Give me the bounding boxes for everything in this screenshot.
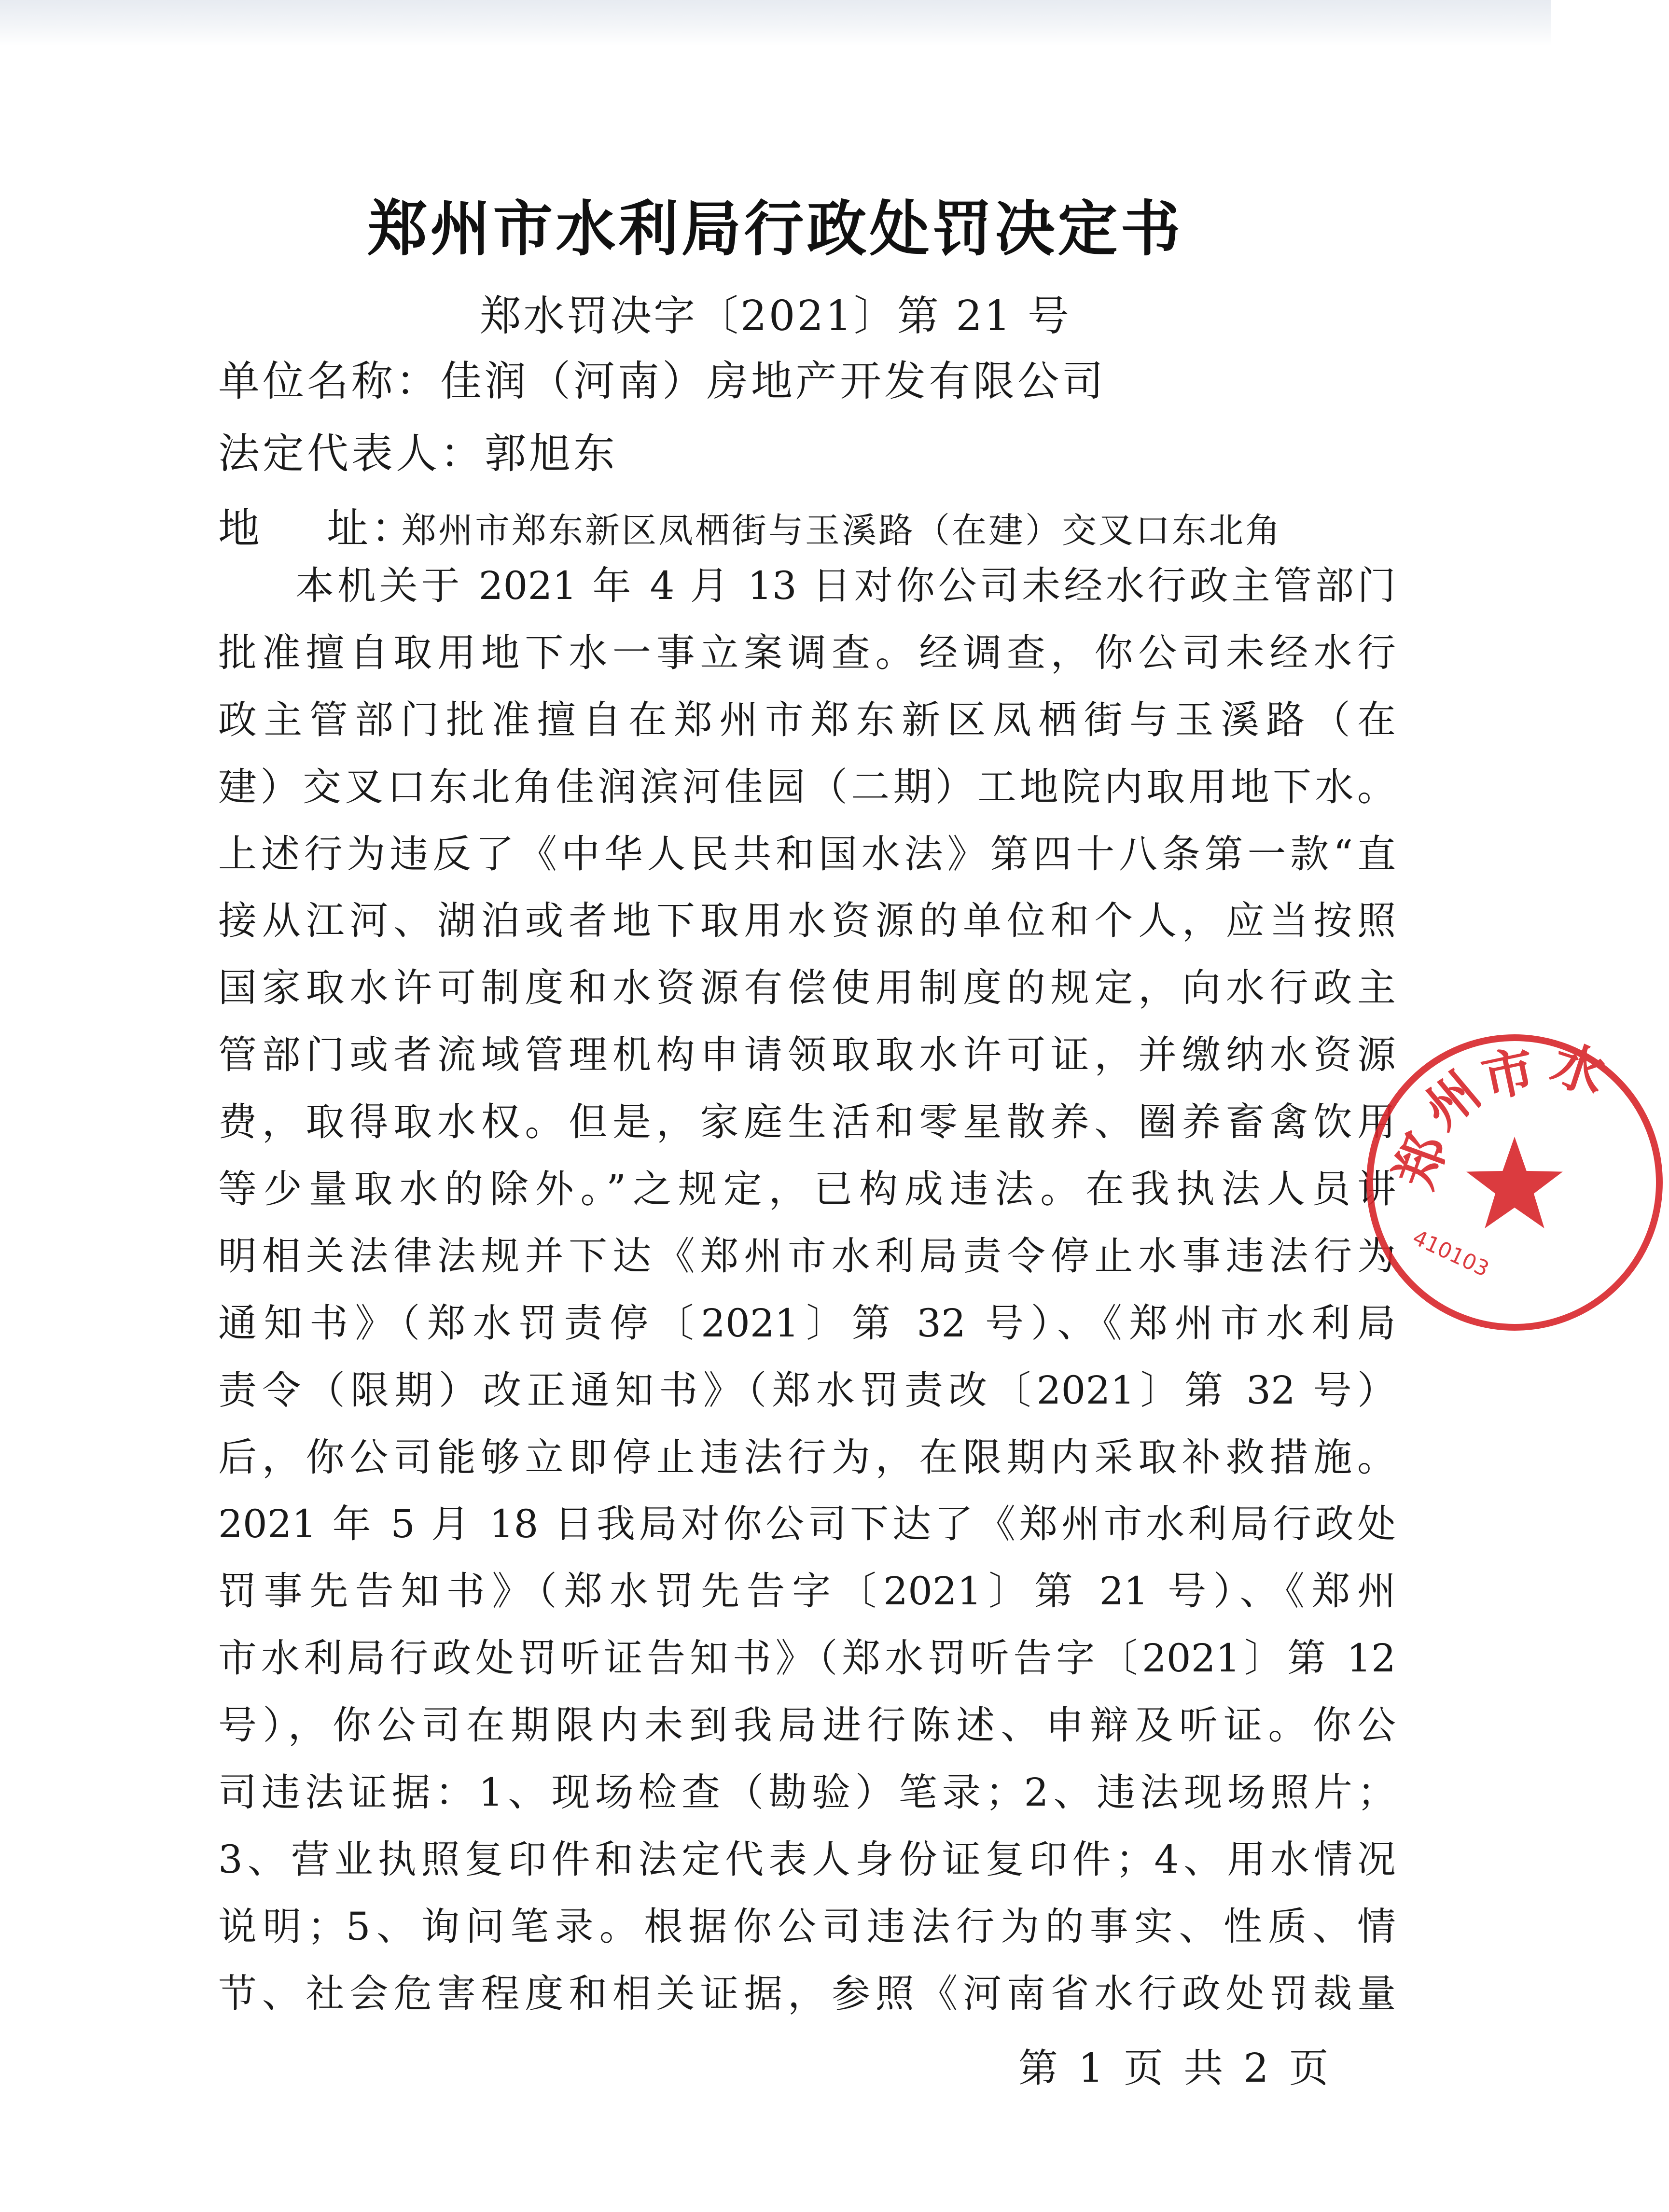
address-label-char-1: 地 xyxy=(218,504,263,553)
seal-char-3: 市 xyxy=(1476,1040,1541,1110)
body-line: 责令（限期）改正通知书》（郑水罚责改〔2021〕第 32 号） xyxy=(218,1367,1396,1413)
legal-rep-field xyxy=(218,420,618,480)
unit-name-field xyxy=(218,348,1106,407)
seal-char-1: 郑 xyxy=(1384,1126,1459,1196)
body-line: 后，你公司能够立即停止违法行为，在限期内采取补救措施。 xyxy=(218,1434,1396,1480)
seal-star xyxy=(1466,1137,1563,1228)
body-line: 费，取得取水权。但是，家庭生活和零星散养、圈养畜禽饮用 xyxy=(218,1099,1396,1145)
body-line: 等少量取水的除外。”之规定，已构成违法。在我执法人员讲 xyxy=(218,1167,1396,1212)
seal-code: 410103 xyxy=(1408,1225,1493,1282)
address-value: 郑州市郑东新区凤栖街与玉溪路（在建）交叉口东北角 xyxy=(402,510,1282,551)
body-line: 上述行为违反了《中华人民共和国水法》第四十八条第一款“直 xyxy=(218,831,1396,876)
body-line: 管部门或者流域管理机构申请领取取水许可证，并缴纳水资源 xyxy=(218,1032,1396,1078)
page-footer: 第 1 页 共 2 页 xyxy=(1018,2045,1333,2091)
body-line: 通知书》（郑水罚责停〔2021〕第 32 号）、《郑州市水利局 xyxy=(218,1300,1396,1346)
body-line: 号），你公司在期限内未到我局进行陈述、申辩及听证。你公 xyxy=(218,1703,1396,1748)
address-label xyxy=(218,495,416,555)
body-line: 明相关法律法规并下达《郑州市水利局责令停止水事违法行为 xyxy=(218,1233,1396,1279)
legal-rep-value: 郭旭东 xyxy=(485,430,618,478)
body-paragraph xyxy=(218,553,1396,2028)
document-number: 郑水罚决字〔2021〕第 21 号 xyxy=(480,292,1071,340)
body-line: 批准擅自取用地下水一事立案调查。经调查，你公司未经水行 xyxy=(218,630,1396,675)
body-line: 罚事先告知书》（郑水罚先告字〔2021〕第 21 号）、《郑州 xyxy=(218,1569,1396,1614)
seal-char-2: 州 xyxy=(1413,1061,1492,1141)
body-line: 市水利局行政处罚听证告知书》（郑水罚听告字〔2021〕第 12 xyxy=(218,1636,1396,1681)
body-line: 国家取水许可制度和水资源有偿使用制度的规定，向水行政主 xyxy=(218,965,1396,1011)
body-line: 2021 年 5 月 18 日我局对你公司下达了《郑州市水利局行政处 xyxy=(218,1502,1396,1547)
body-line: 建）交叉口东北角佳润滨河佳园（二期）工地院内取用地下水。 xyxy=(218,764,1396,809)
unit-name-label: 单位名称： xyxy=(218,357,440,405)
body-line: 说明；5、询问笔录。根据你公司违法行为的事实、性质、情 xyxy=(218,1904,1396,1949)
body-line: 本机关于 2021 年 4 月 13 日对你公司未经水行政主管部门 xyxy=(295,563,1396,608)
seal-char-4: 水 xyxy=(1544,1033,1613,1107)
body-line: 政主管部门批准擅自在郑州市郑东新区凤栖街与玉溪路（在 xyxy=(218,697,1396,742)
unit-name-value: 佳润（河南）房地产开发有限公司 xyxy=(440,357,1106,405)
body-line: 3、营业执照复印件和法定代表人身份证复印件；4、用水情况 xyxy=(218,1836,1396,1882)
body-line: 司违法证据：1、现场检查（勘验）笔录；2、违法现场照片； xyxy=(218,1770,1396,1815)
body-line: 接从江河、湖泊或者地下取用水资源的单位和个人，应当按照 xyxy=(218,898,1396,944)
address-field xyxy=(218,495,1282,555)
body-line: 节、社会危害程度和相关证据，参照《河南省水行政处罚裁量 xyxy=(218,1971,1396,2016)
official-seal xyxy=(1360,1028,1669,1337)
legal-rep-label: 法定代表人： xyxy=(218,430,485,478)
document-title: 郑州市水利局行政处罚决定书 xyxy=(367,195,1183,264)
address-label-char-2: 址： xyxy=(327,504,416,553)
